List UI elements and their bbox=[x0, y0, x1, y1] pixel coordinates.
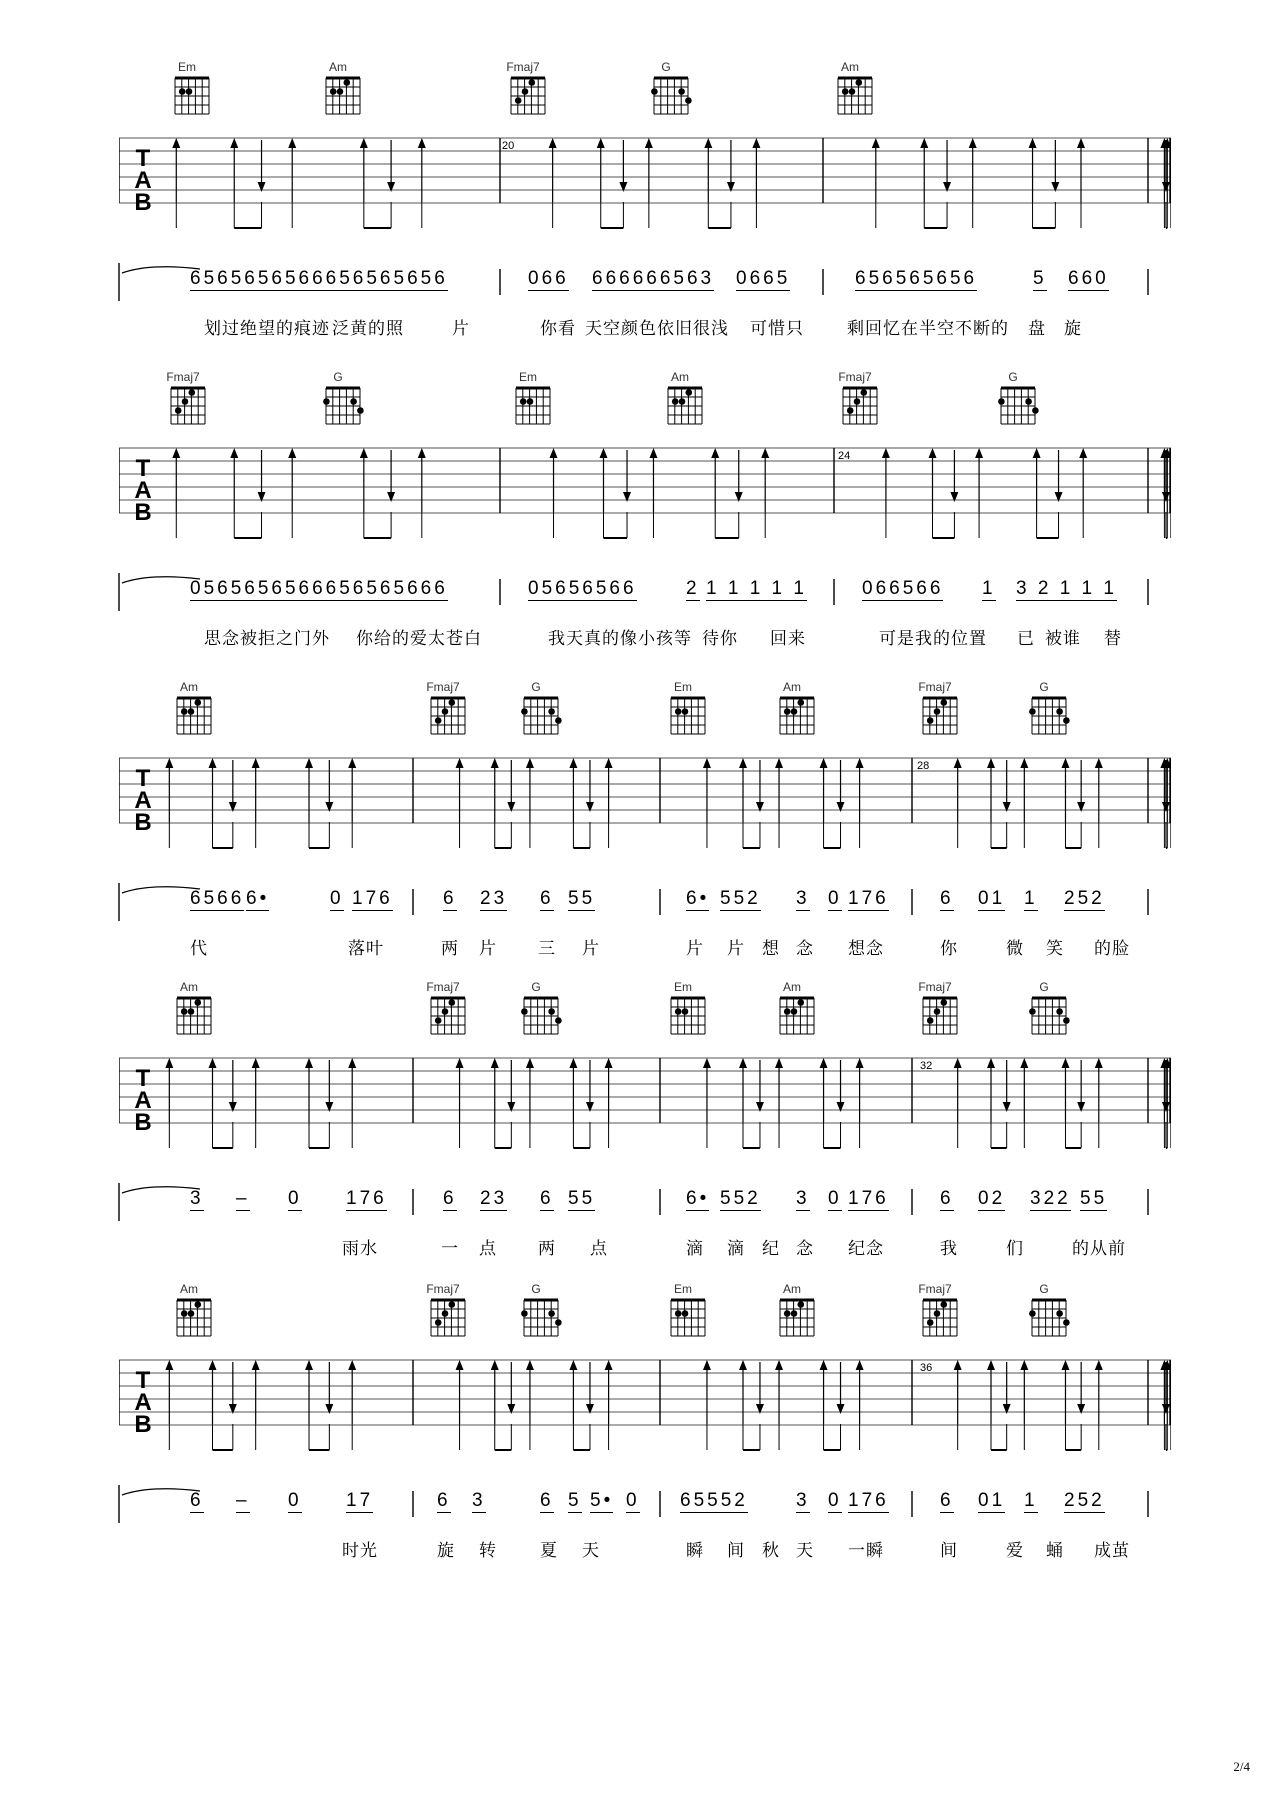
chord-diagram bbox=[661, 980, 705, 1032]
chord-name: G bbox=[661, 60, 671, 74]
chord-name: G bbox=[531, 680, 541, 694]
chord-name: G bbox=[1039, 680, 1049, 694]
lyric-text: 天 bbox=[582, 1541, 600, 1561]
chord-grid-icon bbox=[919, 696, 961, 736]
jianpu-note: 6• bbox=[686, 888, 710, 909]
lyric-text: 已 bbox=[1017, 629, 1035, 649]
lyric-text: 想 bbox=[762, 939, 780, 959]
lyric-text: 盘 bbox=[1028, 319, 1046, 339]
chord-name: Am bbox=[180, 1282, 198, 1296]
lyric-text: 时光 bbox=[342, 1541, 378, 1561]
chord-grid-icon bbox=[834, 76, 876, 116]
lyric-text: 待你 bbox=[702, 629, 738, 649]
chord-grid-icon bbox=[171, 76, 213, 116]
jianpu-note: 6 bbox=[540, 888, 554, 909]
chord-name: Fmaj7 bbox=[918, 680, 952, 694]
tab-clef bbox=[133, 145, 153, 216]
chord-name: Em bbox=[178, 60, 196, 74]
chord-name: G bbox=[531, 980, 541, 994]
tab-clef bbox=[133, 455, 153, 526]
tab-clef-letter: A bbox=[134, 1389, 152, 1416]
tab-clef bbox=[133, 1367, 153, 1438]
jianpu-note: 6 bbox=[443, 1188, 457, 1209]
jianpu-note: 6 bbox=[540, 1490, 554, 1511]
chord-grid-icon bbox=[664, 386, 706, 426]
lyric-text: 的从前 bbox=[1072, 1239, 1126, 1259]
lyric-text: 两 bbox=[538, 1239, 556, 1259]
chord-grid-icon bbox=[322, 76, 364, 116]
chord-name: Fmaj7 bbox=[166, 370, 200, 384]
jianpu-note: 6 bbox=[940, 1188, 954, 1209]
lyric-text: 旋 bbox=[1064, 319, 1082, 339]
chord-diagram bbox=[316, 60, 360, 112]
jianpu-note: 066566 bbox=[862, 578, 944, 599]
lyric-text: 笑 bbox=[1046, 939, 1064, 959]
chord-grid-icon bbox=[427, 996, 469, 1036]
chord-diagram bbox=[167, 980, 211, 1032]
jianpu-note: 3 2 1 1 1 bbox=[1016, 578, 1117, 599]
measure-number: 24 bbox=[838, 450, 851, 462]
chord-diagram bbox=[828, 60, 872, 112]
chord-grid-icon bbox=[507, 76, 549, 116]
measure-number: 32 bbox=[920, 1060, 933, 1072]
lyric-text: 代 bbox=[190, 939, 208, 959]
lyric-text: 划过绝望的痕迹 bbox=[204, 319, 330, 339]
jianpu-note: 0 bbox=[288, 1188, 302, 1209]
lyric-text: 天 bbox=[796, 1541, 814, 1561]
tab-staff bbox=[119, 446, 1171, 534]
chord-grid-icon bbox=[667, 996, 709, 1036]
jianpu-note: 01 bbox=[978, 1490, 1006, 1511]
lyric-text: 间 bbox=[727, 1541, 745, 1561]
lyric-text: 旋 bbox=[437, 1541, 455, 1561]
jianpu-note: – bbox=[236, 1188, 250, 1209]
lyric-text: 雨水 bbox=[342, 1239, 378, 1259]
chord-diagram bbox=[661, 680, 705, 732]
jianpu-note: 656565656 bbox=[855, 268, 978, 289]
lyric-text: 泛黄的照 bbox=[332, 319, 404, 339]
chord-name: Em bbox=[674, 1282, 692, 1296]
chord-grid-icon bbox=[1028, 996, 1070, 1036]
lyric-text: 被谁 bbox=[1045, 629, 1081, 649]
jianpu-note: 252 bbox=[1064, 888, 1105, 909]
jianpu-note: 0665 bbox=[736, 268, 791, 289]
chord-diagram bbox=[165, 60, 209, 112]
jianpu-note: – bbox=[236, 1490, 250, 1511]
jianpu-note: 3 bbox=[190, 1188, 204, 1209]
chord-diagram bbox=[167, 680, 211, 732]
lyric-text: 我 bbox=[940, 1239, 958, 1259]
jianpu-note: 23 bbox=[480, 888, 508, 909]
lyric-text: 秋 bbox=[762, 1541, 780, 1561]
chord-name: Am bbox=[329, 60, 347, 74]
chord-diagram bbox=[514, 980, 558, 1032]
lyric-text: 片 bbox=[479, 939, 497, 959]
chord-grid-icon bbox=[520, 996, 562, 1036]
jianpu-note: 3 bbox=[796, 1188, 810, 1209]
chord-diagram bbox=[661, 1282, 705, 1334]
lyric-text: 片 bbox=[582, 939, 600, 959]
chord-name: Em bbox=[674, 980, 692, 994]
chord-name: Am bbox=[783, 1282, 801, 1296]
lyric-text: 成茧 bbox=[1094, 1541, 1130, 1561]
tab-clef-letter: T bbox=[135, 455, 151, 482]
jianpu-note: 05656566 bbox=[528, 578, 637, 599]
jianpu-note: 6• bbox=[246, 888, 270, 909]
lyric-text: 微 bbox=[1006, 939, 1024, 959]
jianpu-note: 6• bbox=[686, 1188, 710, 1209]
jianpu-note: 660 bbox=[1068, 268, 1109, 289]
tab-clef-letter: T bbox=[135, 145, 151, 172]
tab-clef-letter: B bbox=[134, 809, 152, 836]
chord-grid-icon bbox=[173, 1298, 215, 1338]
lyric-text: 三 bbox=[538, 939, 556, 959]
jianpu-note: 6 bbox=[540, 1188, 554, 1209]
tab-clef-letter: A bbox=[134, 1087, 152, 1114]
chord-grid-icon bbox=[520, 696, 562, 736]
tab-system bbox=[0, 920, 1280, 1259]
jianpu-note: 176 bbox=[848, 1490, 889, 1511]
jianpu-note: 1 bbox=[982, 578, 996, 599]
chord-diagram bbox=[1022, 980, 1066, 1032]
chord-grid-icon bbox=[173, 696, 215, 736]
jianpu-note: 0565656566656565666 bbox=[190, 578, 448, 599]
jianpu-note: 176 bbox=[848, 1188, 889, 1209]
lyric-text: 片 bbox=[727, 939, 745, 959]
chord-diagram bbox=[501, 60, 545, 112]
lyric-text: 片 bbox=[686, 939, 704, 959]
lyric-text: 间 bbox=[940, 1541, 958, 1561]
jianpu-note: 6566 bbox=[190, 888, 245, 909]
lyric-text: 纪 bbox=[762, 1239, 780, 1259]
chord-grid-icon bbox=[776, 1298, 818, 1338]
jianpu-note: 5• bbox=[590, 1490, 614, 1511]
chord-grid-icon bbox=[839, 386, 881, 426]
chord-grid-icon bbox=[322, 386, 364, 426]
jianpu-note: 176 bbox=[352, 888, 393, 909]
jianpu-note: 0 bbox=[330, 888, 344, 909]
jianpu-note: 1 bbox=[1024, 1490, 1038, 1511]
lyric-text: 滴 bbox=[727, 1239, 745, 1259]
chord-name: G bbox=[1039, 980, 1049, 994]
chord-diagram bbox=[161, 370, 205, 422]
chord-diagram bbox=[1022, 1282, 1066, 1334]
tab-clef-letter: B bbox=[134, 189, 152, 216]
lyric-text: 念 bbox=[796, 939, 814, 959]
chord-diagram bbox=[514, 680, 558, 732]
jianpu-note: 3 bbox=[796, 1490, 810, 1511]
jianpu-note: 0 bbox=[288, 1490, 302, 1511]
chord-diagram bbox=[658, 370, 702, 422]
lyric-text: 你 bbox=[940, 939, 958, 959]
lyric-text: 天空颜色依旧很浅 bbox=[585, 319, 729, 339]
tab-staff bbox=[119, 1056, 1171, 1144]
lyric-text: 可是我的位置 bbox=[879, 629, 987, 649]
tab-system bbox=[0, 0, 1280, 339]
jianpu-note: 6565656566656565656 bbox=[190, 268, 448, 289]
tab-clef-letter: A bbox=[134, 787, 152, 814]
chord-diagram bbox=[770, 980, 814, 1032]
chord-name: Am bbox=[671, 370, 689, 384]
chord-diagram bbox=[991, 370, 1035, 422]
lyric-text: 瞬 bbox=[686, 1541, 704, 1561]
chord-grid-icon bbox=[919, 996, 961, 1036]
jianpu-note: 17 bbox=[346, 1490, 374, 1511]
tab-staff bbox=[119, 136, 1171, 224]
jianpu-note: 6 bbox=[940, 1490, 954, 1511]
chord-diagram bbox=[913, 980, 957, 1032]
chord-name: G bbox=[333, 370, 343, 384]
jianpu-note: 55 bbox=[568, 888, 596, 909]
jianpu-note: 322 bbox=[1030, 1188, 1071, 1209]
chord-diagram bbox=[506, 370, 550, 422]
jianpu-note: 0 bbox=[626, 1490, 640, 1511]
lyric-text: 一瞬 bbox=[848, 1541, 884, 1561]
chord-diagram bbox=[913, 1282, 957, 1334]
jianpu-note: 252 bbox=[1064, 1490, 1105, 1511]
chord-grid-icon bbox=[650, 76, 692, 116]
jianpu-note: 666666563 bbox=[592, 268, 715, 289]
lyric-text: 替 bbox=[1104, 629, 1122, 649]
lyric-text: 可惜只 bbox=[750, 319, 804, 339]
tab-clef bbox=[133, 1065, 153, 1136]
chord-grid-icon bbox=[173, 996, 215, 1036]
tab-clef-letter: T bbox=[135, 1065, 151, 1092]
chord-name: Fmaj7 bbox=[918, 980, 952, 994]
tab-system bbox=[0, 620, 1280, 959]
tab-clef-letter: T bbox=[135, 1367, 151, 1394]
lyric-text: 我天真的像小孩等 bbox=[548, 629, 692, 649]
chord-name: Fmaj7 bbox=[506, 60, 540, 74]
lyric-text: 念 bbox=[796, 1239, 814, 1259]
lyric-text: 片 bbox=[452, 319, 470, 339]
jianpu-note: 5 bbox=[568, 1490, 582, 1511]
chord-diagram bbox=[770, 1282, 814, 1334]
jianpu-note: 65552 bbox=[680, 1490, 748, 1511]
chord-diagram bbox=[833, 370, 877, 422]
tab-system bbox=[0, 1222, 1280, 1561]
chord-grid-icon bbox=[776, 996, 818, 1036]
jianpu-note: 1 bbox=[1024, 888, 1038, 909]
chord-name: Am bbox=[180, 980, 198, 994]
chord-diagram bbox=[514, 1282, 558, 1334]
jianpu-note: 552 bbox=[720, 1188, 761, 1209]
chord-grid-icon bbox=[919, 1298, 961, 1338]
lyric-text: 两 bbox=[441, 939, 459, 959]
chord-grid-icon bbox=[1028, 696, 1070, 736]
chord-grid-icon bbox=[427, 696, 469, 736]
chord-grid-icon bbox=[776, 696, 818, 736]
chord-diagram bbox=[167, 1282, 211, 1334]
tab-clef bbox=[133, 765, 153, 836]
chord-diagram bbox=[421, 680, 465, 732]
lyric-text: 剩回忆在半空不断的 bbox=[847, 319, 1009, 339]
chord-diagram bbox=[421, 1282, 465, 1334]
lyric-text: 夏 bbox=[540, 1541, 558, 1561]
lyric-text: 点 bbox=[479, 1239, 497, 1259]
jianpu-note: 6 bbox=[190, 1490, 204, 1511]
jianpu-note: 5 bbox=[1033, 268, 1047, 289]
jianpu-note: 176 bbox=[848, 888, 889, 909]
lyric-text: 蛹 bbox=[1046, 1541, 1064, 1561]
chord-name: G bbox=[531, 1282, 541, 1296]
jianpu-note: 23 bbox=[480, 1188, 508, 1209]
jianpu-note: 176 bbox=[346, 1188, 387, 1209]
chord-name: Fmaj7 bbox=[918, 1282, 952, 1296]
lyric-text: 滴 bbox=[686, 1239, 704, 1259]
chord-name: Am bbox=[783, 980, 801, 994]
lyric-text: 转 bbox=[479, 1541, 497, 1561]
chord-name: Fmaj7 bbox=[426, 1282, 460, 1296]
jianpu-note: 552 bbox=[720, 888, 761, 909]
chord-name: Em bbox=[674, 680, 692, 694]
lyric-text: 爱 bbox=[1006, 1541, 1024, 1561]
lyric-text: 思念被拒之门外 bbox=[204, 629, 330, 649]
jianpu-note: 55 bbox=[568, 1188, 596, 1209]
chord-grid-icon bbox=[1028, 1298, 1070, 1338]
jianpu-note: 55 bbox=[1080, 1188, 1108, 1209]
chord-diagram bbox=[1022, 680, 1066, 732]
jianpu-note: 066 bbox=[528, 268, 569, 289]
jianpu-note: 02 bbox=[978, 1188, 1006, 1209]
tab-clef-letter: A bbox=[134, 477, 152, 504]
jianpu-note: 01 bbox=[978, 888, 1006, 909]
chord-name: G bbox=[1008, 370, 1018, 384]
chord-name: Am bbox=[180, 680, 198, 694]
tab-clef-letter: B bbox=[134, 499, 152, 526]
chord-name: Am bbox=[783, 680, 801, 694]
tab-staff bbox=[119, 756, 1171, 844]
lyric-text: 回来 bbox=[770, 629, 806, 649]
tab-clef-letter: T bbox=[135, 765, 151, 792]
lyric-text: 落叶 bbox=[348, 939, 384, 959]
jianpu-note: 0 bbox=[828, 1188, 842, 1209]
chord-diagram bbox=[644, 60, 688, 112]
lyric-text: 纪念 bbox=[848, 1239, 884, 1259]
chord-diagram bbox=[421, 980, 465, 1032]
jianpu-note: 6 bbox=[443, 888, 457, 909]
jianpu-note: 6 bbox=[940, 888, 954, 909]
lyric-text: 的脸 bbox=[1094, 939, 1130, 959]
jianpu-note: 1 1 1 1 1 bbox=[706, 578, 807, 599]
chord-grid-icon bbox=[167, 386, 209, 426]
jianpu-note: 6 bbox=[437, 1490, 451, 1511]
measure-number: 28 bbox=[917, 760, 930, 772]
chord-grid-icon bbox=[997, 386, 1039, 426]
lyric-text: 们 bbox=[1006, 1239, 1024, 1259]
chord-name: Am bbox=[841, 60, 859, 74]
lyric-text: 想念 bbox=[848, 939, 884, 959]
chord-name: Fmaj7 bbox=[426, 980, 460, 994]
measure-number: 36 bbox=[920, 1362, 933, 1374]
jianpu-note: 2 bbox=[686, 578, 700, 599]
jianpu-note: 3 bbox=[472, 1490, 486, 1511]
chord-grid-icon bbox=[667, 1298, 709, 1338]
tab-staff bbox=[119, 1358, 1171, 1446]
tab-clef-letter: B bbox=[134, 1109, 152, 1136]
chord-grid-icon bbox=[427, 1298, 469, 1338]
measure-number: 20 bbox=[502, 140, 515, 152]
chord-name: Fmaj7 bbox=[838, 370, 872, 384]
lyric-text: 点 bbox=[590, 1239, 608, 1259]
chord-grid-icon bbox=[667, 696, 709, 736]
jianpu-note: 0 bbox=[828, 1490, 842, 1511]
chord-diagram bbox=[316, 370, 360, 422]
lyric-text: 一 bbox=[441, 1239, 459, 1259]
chord-name: Em bbox=[519, 370, 537, 384]
chord-name: Fmaj7 bbox=[426, 680, 460, 694]
lyric-text: 你给的爱太苍白 bbox=[356, 629, 482, 649]
chord-grid-icon bbox=[520, 1298, 562, 1338]
jianpu-note: 3 bbox=[796, 888, 810, 909]
chord-name: G bbox=[1039, 1282, 1049, 1296]
page-number: 2/4 bbox=[1233, 1759, 1250, 1774]
chord-diagram bbox=[770, 680, 814, 732]
lyric-text: 你看 bbox=[540, 319, 576, 339]
chord-grid-icon bbox=[512, 386, 554, 426]
tab-system bbox=[0, 310, 1280, 649]
tab-clef-letter: B bbox=[134, 1411, 152, 1438]
jianpu-note: 0 bbox=[828, 888, 842, 909]
tab-clef-letter: A bbox=[134, 167, 152, 194]
chord-diagram bbox=[913, 680, 957, 732]
